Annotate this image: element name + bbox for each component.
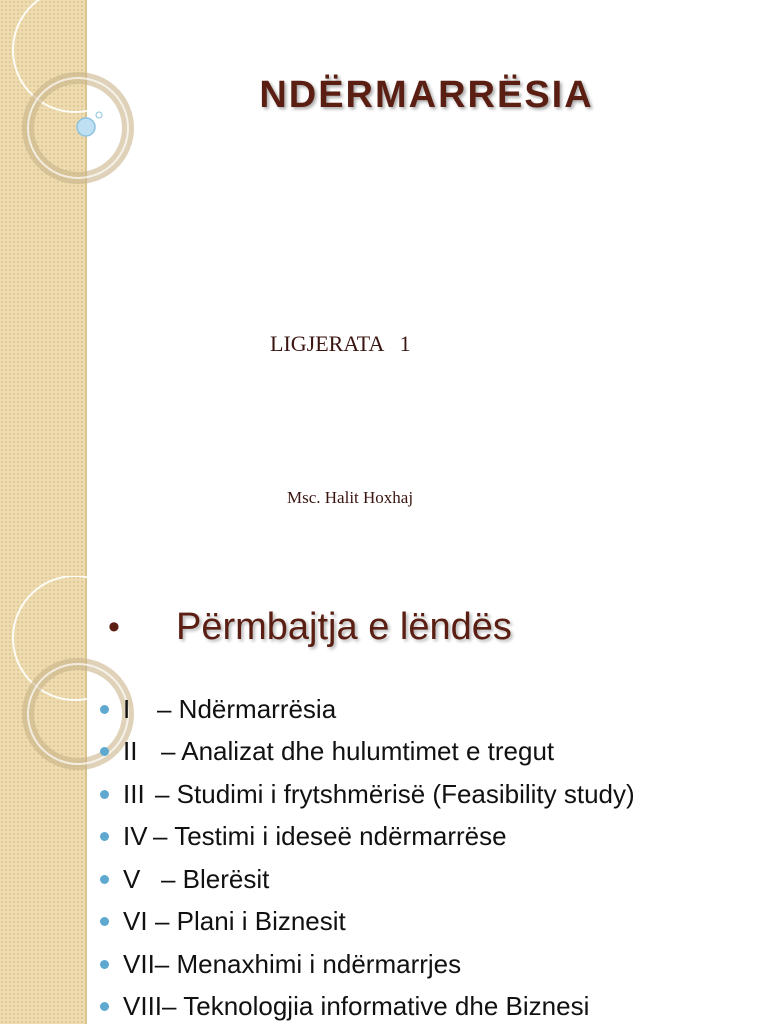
bullet-icon xyxy=(100,705,109,714)
contents-item xyxy=(100,731,635,774)
author-name: Msc. Halit Hoxhaj xyxy=(287,488,414,507)
bullet-icon xyxy=(100,875,109,884)
item-text: – Analizat dhe hulumtimet e tregut xyxy=(161,736,555,767)
item-text: – Menaxhimi i ndërmarrjes xyxy=(154,948,462,979)
contents-heading: Përmbajtja e lëndës xyxy=(176,606,512,648)
contents-item xyxy=(100,986,635,1024)
item-text: – Ndërmarrësia xyxy=(157,693,337,724)
bullet-icon xyxy=(100,960,109,969)
item-number: VIII xyxy=(123,991,163,1022)
item-number: I xyxy=(123,693,131,724)
bullet-icon xyxy=(100,790,109,799)
contents-item xyxy=(100,816,635,859)
contents-item xyxy=(100,901,635,944)
contents-item xyxy=(100,943,635,986)
slide-title: NDËRMARRËSIA xyxy=(259,74,594,116)
heading-row xyxy=(108,606,512,649)
bullet-icon xyxy=(100,917,109,926)
item-text: – Teknologjia informative dhe Biznesi xyxy=(162,991,590,1022)
heading-bullet: • xyxy=(108,608,120,646)
item-text: – Blerësit xyxy=(161,863,270,894)
bullet-icon xyxy=(100,832,109,841)
contents-item xyxy=(100,773,635,816)
item-number: II xyxy=(123,736,138,767)
item-number: IV xyxy=(123,821,148,852)
item-number: III xyxy=(123,778,145,809)
contents-item xyxy=(100,858,635,901)
item-text: – Studimi i frytshmërisë (Feasibility study) xyxy=(155,778,635,809)
lecture-label: LIGJERATA 1 xyxy=(270,331,411,356)
bullet-icon xyxy=(100,1002,109,1011)
contents-slide xyxy=(0,576,768,1024)
item-number: VI xyxy=(123,906,148,937)
item-number: VII xyxy=(123,948,155,979)
item-text: – Testimi i ideseë ndërmarrëse xyxy=(153,821,507,852)
bullet-icon xyxy=(100,747,109,756)
item-text: – Plani i Biznesit xyxy=(155,906,346,937)
contents-list xyxy=(100,688,635,1024)
contents-item xyxy=(100,688,635,731)
item-number: V xyxy=(123,863,141,894)
